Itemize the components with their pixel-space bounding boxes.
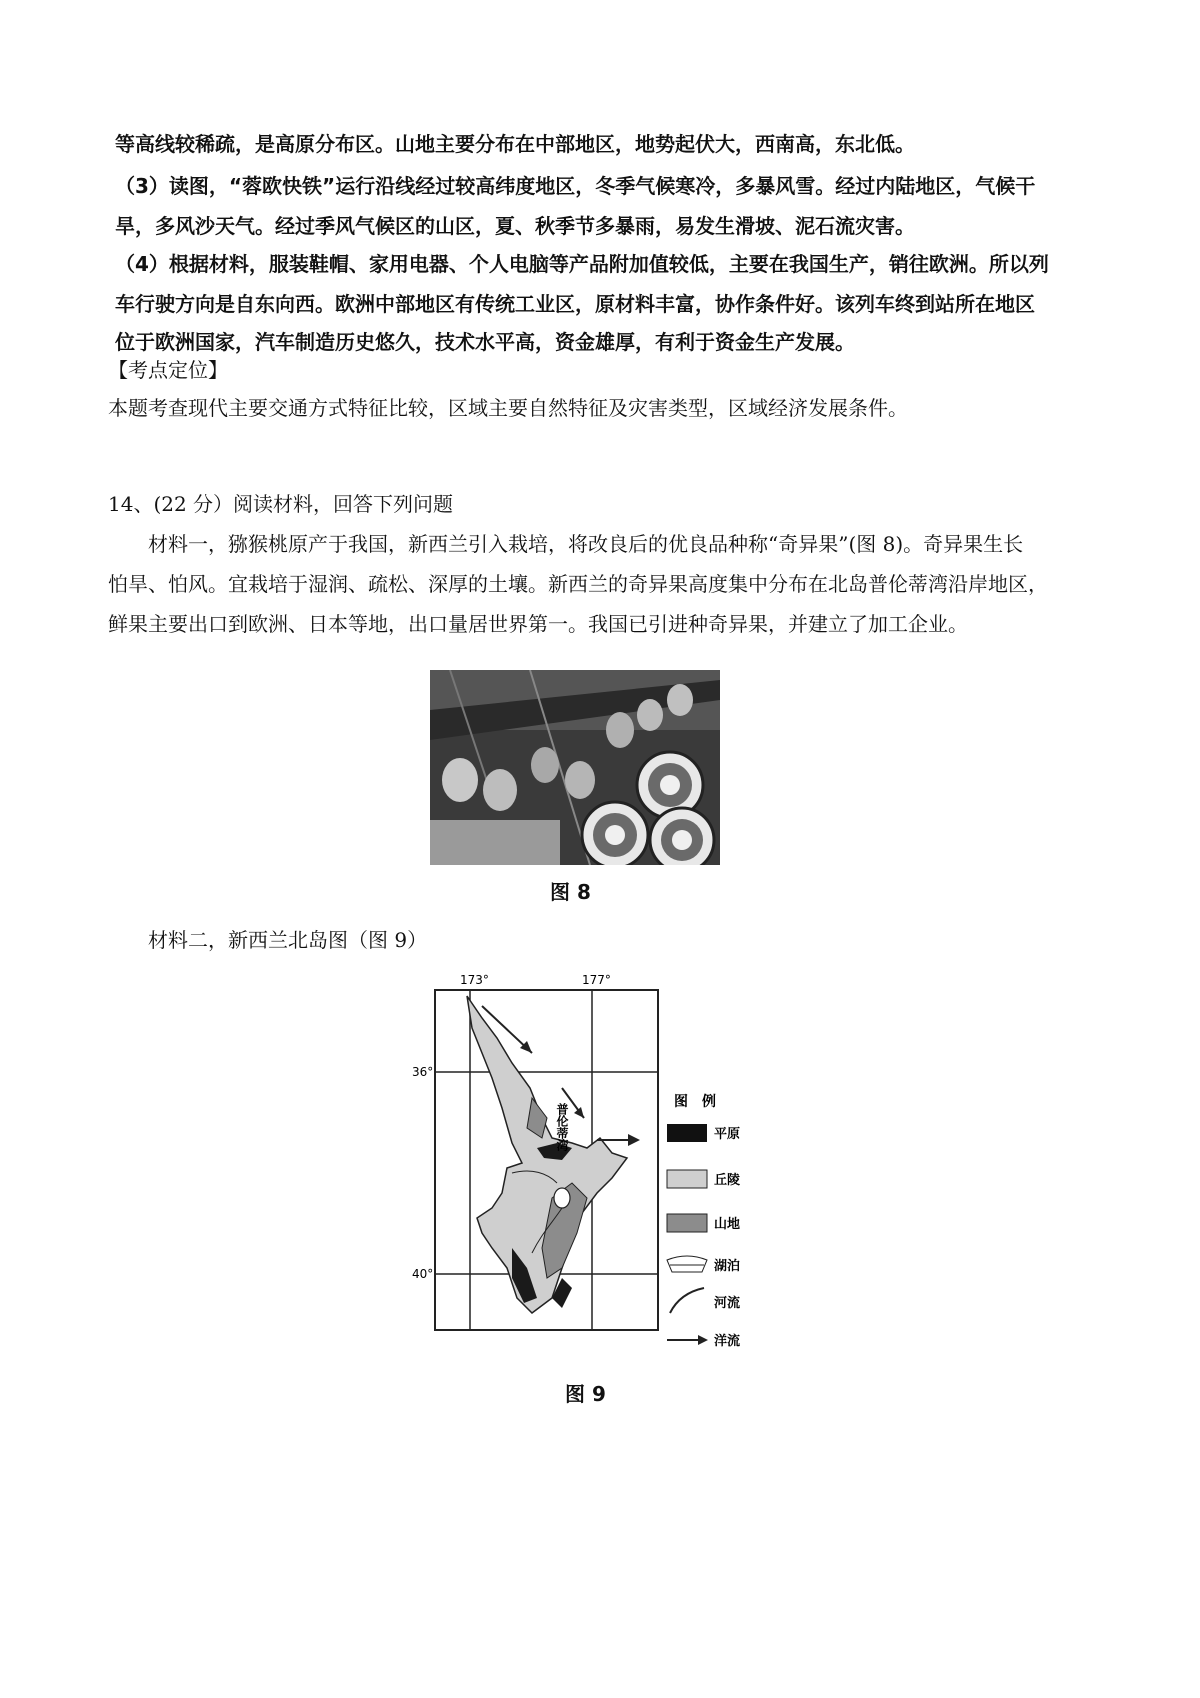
legend-lake-swatch bbox=[667, 1256, 707, 1272]
figure-8-kiwi-photo bbox=[430, 670, 720, 865]
legend-river-swatch bbox=[670, 1288, 704, 1313]
legend-hill-label: 丘陵 bbox=[714, 1173, 741, 1188]
lon-177-label: 177° bbox=[582, 973, 611, 987]
answer-line-5: 车行驶方向是自东向西。欧洲中部地区有传统工业区，原材料丰富，协作条件好。该列车终到站所在地区 bbox=[115, 292, 1035, 316]
bay-of-plenty-label: 普伦蒂湾 bbox=[555, 1103, 569, 1151]
legend-plain-swatch bbox=[667, 1124, 707, 1142]
answer-line-1: 等高线较稀疏，是高原分布区。山地主要分布在中部地区，地势起伏大，西南高，东北低。 bbox=[115, 132, 915, 156]
material1-line-2: 怕旱、怕风。宜栽培于湿润、疏松、深厚的土壤。新西兰的奇异果高度集中分布在北岛普伦蒂湾沿岸地区， bbox=[108, 572, 1048, 596]
material1-line-1: 材料一，猕猴桃原产于我国，新西兰引入栽培，将改良后的优良品种称“奇异果”(图 8)。奇异果生长 bbox=[148, 532, 1024, 556]
figure-9-map bbox=[412, 968, 784, 1366]
legend-hill-swatch bbox=[667, 1170, 707, 1188]
answer-line-3: 旱，多风沙天气。经过季风气候区的山区，夏、秋季节多暴雨，易发生滑坡、泥石流灾害。 bbox=[115, 214, 915, 238]
lon-173-label: 173° bbox=[460, 973, 489, 987]
material2-text: 材料二，新西兰北岛图（图 9） bbox=[148, 928, 428, 952]
lat-40-label: 40° bbox=[412, 1267, 434, 1281]
legend-lake-label: 湖泊 bbox=[714, 1259, 741, 1274]
legend-title: 图 例 bbox=[674, 1094, 716, 1110]
kaodian-heading: 【考点定位】 bbox=[108, 358, 228, 382]
legend-river-label: 河流 bbox=[714, 1296, 741, 1311]
figure-8-caption: 图 8 bbox=[550, 880, 591, 904]
legend-plain-label: 平原 bbox=[714, 1127, 741, 1142]
lat-36-label: 36° bbox=[412, 1065, 434, 1079]
legend-mountain-label: 山地 bbox=[714, 1217, 741, 1232]
answer-line-4: （4）根据材料，服装鞋帽、家用电器、个人电脑等产品附加值较低，主要在我国生产，销往欧洲。所以列 bbox=[115, 252, 1049, 276]
legend-mountain-swatch bbox=[667, 1214, 707, 1232]
material1-line-3: 鲜果主要出口到欧洲、日本等地，出口量居世界第一。我国已引进种奇异果，并建立了加工企业。 bbox=[108, 612, 968, 636]
figure-9-caption: 图 9 bbox=[565, 1382, 606, 1406]
legend-current-label: 洋流 bbox=[714, 1334, 741, 1349]
kaodian-text: 本题考查现代主要交通方式特征比较，区域主要自然特征及灾害类型，区域经济发展条件。 bbox=[108, 396, 908, 420]
answer-line-6: 位于欧洲国家，汽车制造历史悠久，技术水平高，资金雄厚，有利于资金生产发展。 bbox=[115, 330, 855, 354]
answer-line-2: （3）读图，“蓉欧快铁”运行沿线经过较高纬度地区，冬季气候寒冷，多暴风雪。经过内陆地区，气候干 bbox=[115, 174, 1036, 198]
question-14-heading: 14、(22 分）阅读材料，回答下列问题 bbox=[108, 492, 454, 516]
